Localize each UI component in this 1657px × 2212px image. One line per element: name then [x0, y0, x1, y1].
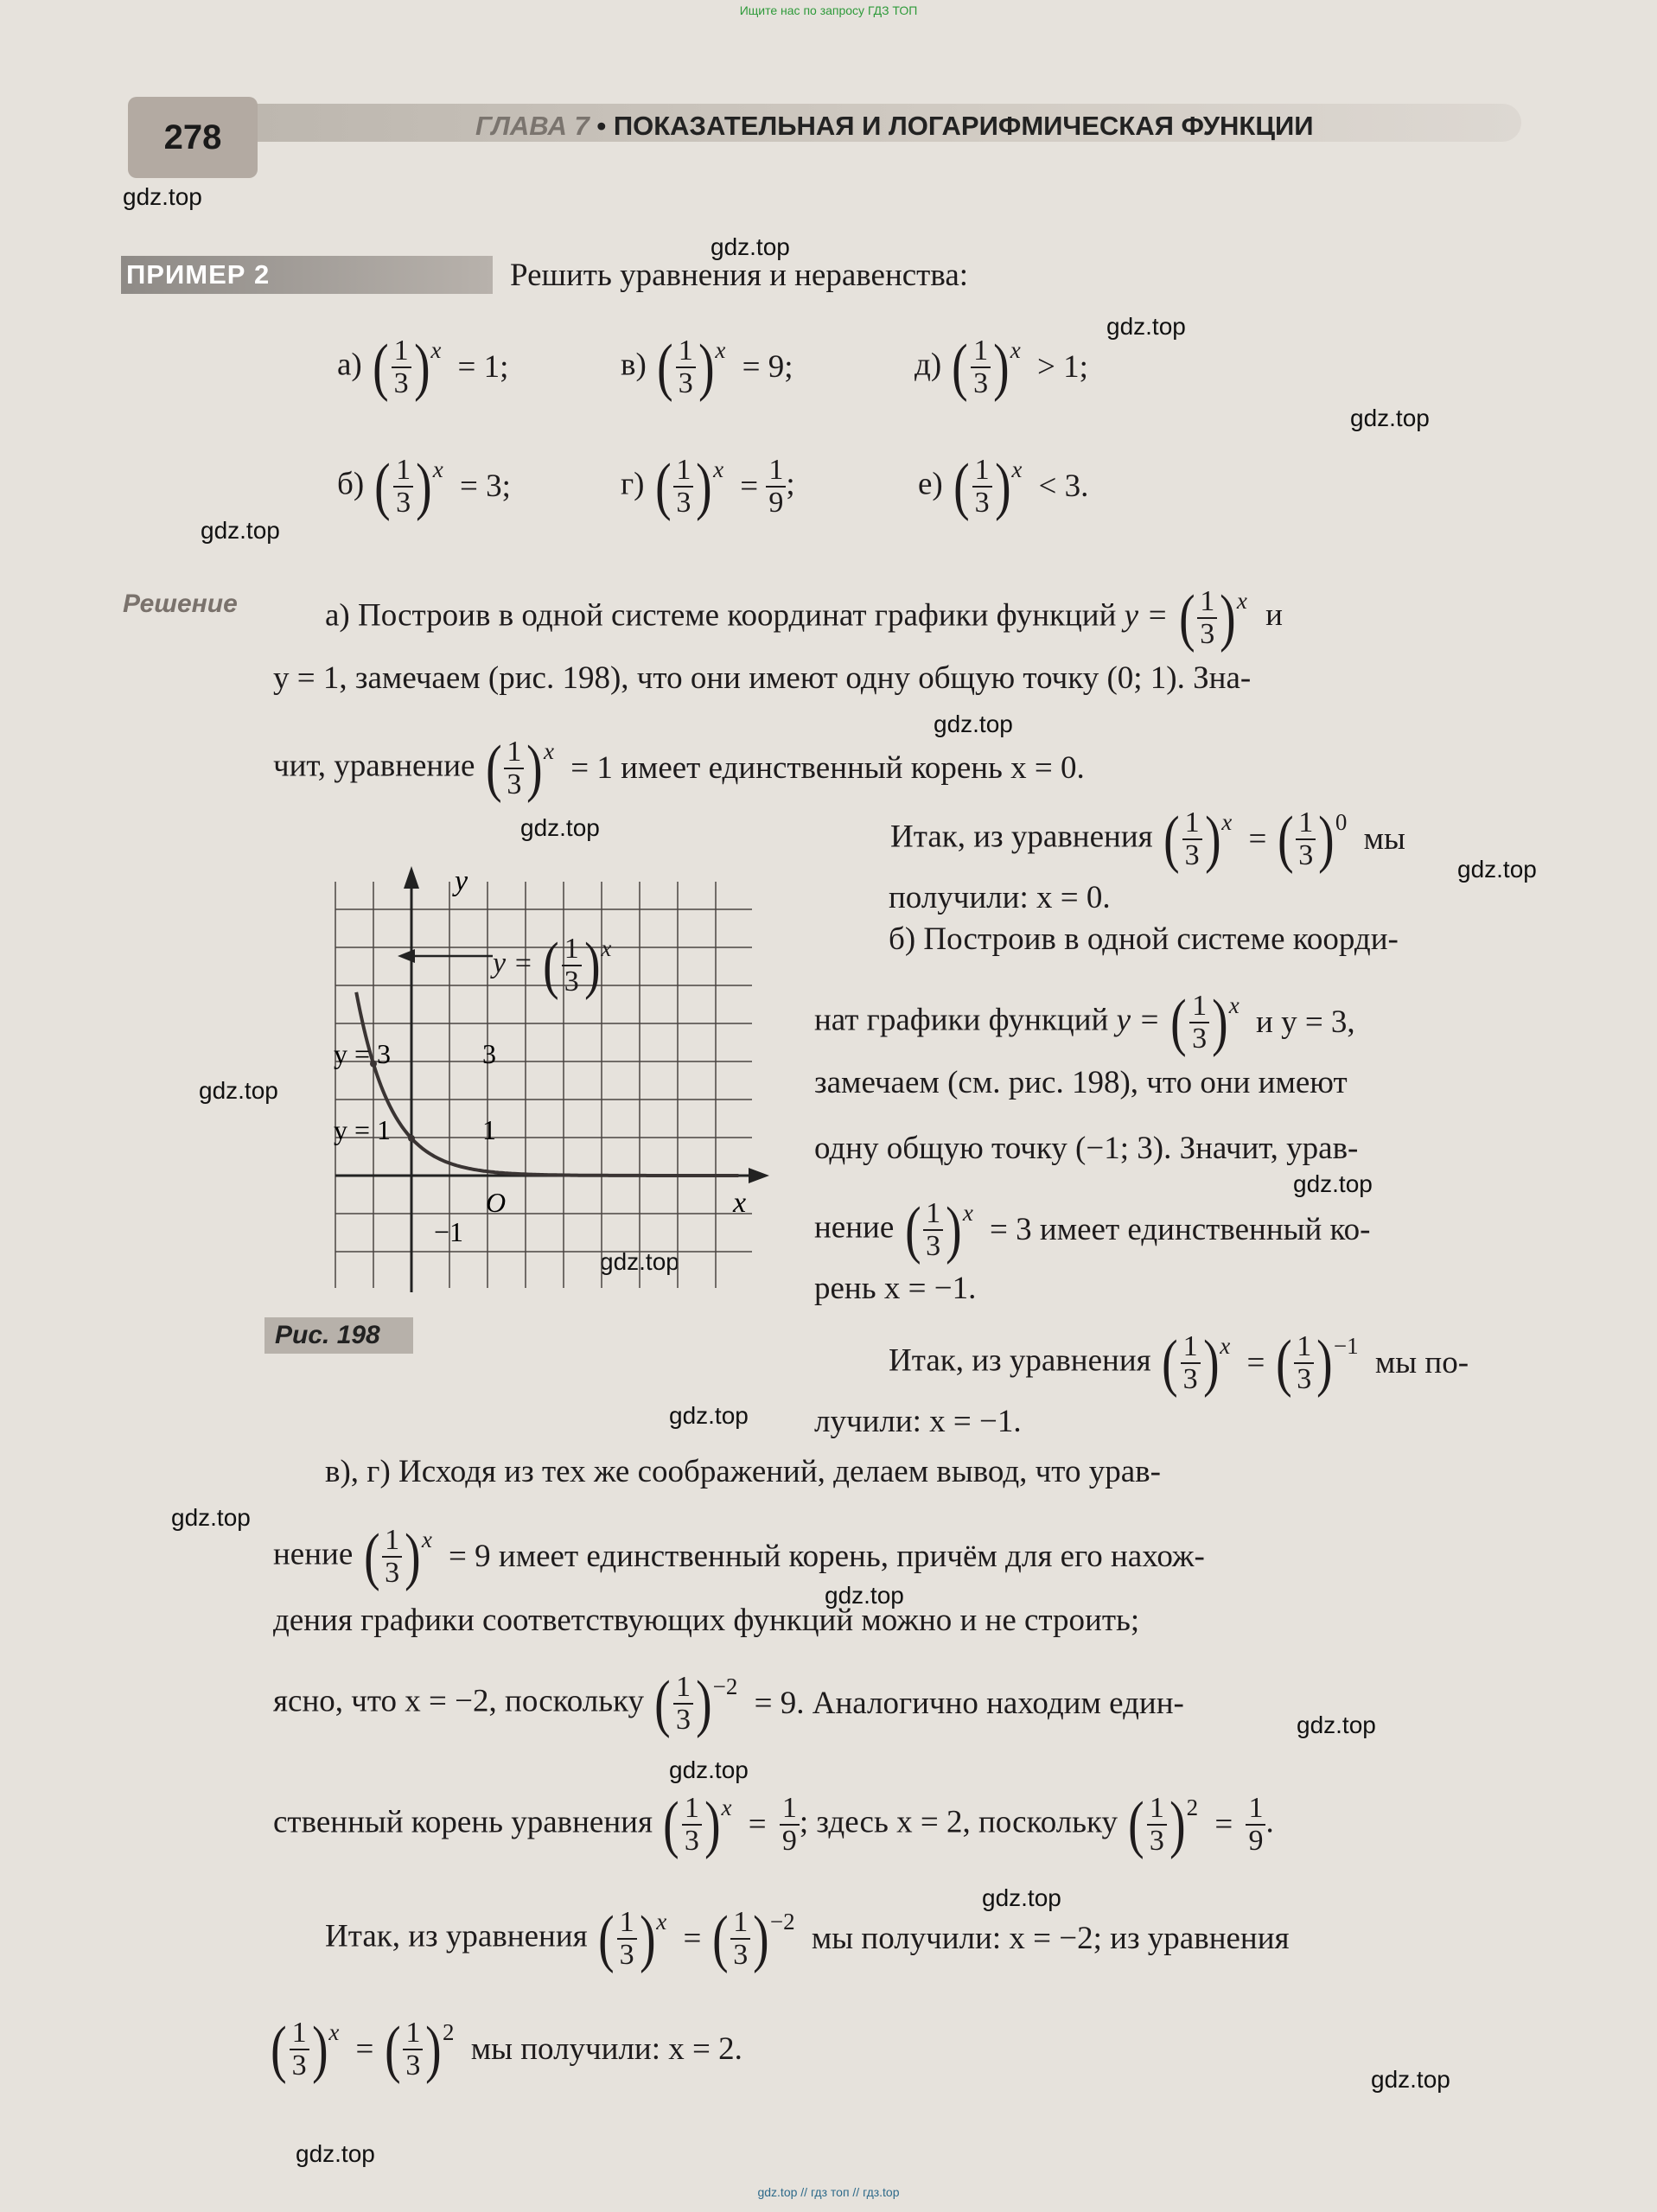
watermark: gdz.top	[1457, 856, 1537, 883]
task-e: е) ( $\frac{1}{3}$ ) x < 3.	[918, 451, 1089, 522]
task-rhs-end: ;	[786, 466, 795, 502]
origin-label: O	[486, 1187, 507, 1218]
x-axis-arrow	[749, 1168, 769, 1183]
exponent: x	[721, 1794, 732, 1820]
exponent: x	[430, 337, 442, 363]
frac-num: 1	[393, 455, 413, 488]
line-20: ( $\frac{1}{3}$ ) x = ( $\frac{1}{3}$ ) 2 мы получили: x = 2.	[271, 2014, 742, 2085]
task-label: б)	[337, 466, 365, 502]
frac-den: 3	[507, 768, 522, 800]
chapter-title	[475, 111, 1314, 142]
watermark: gdz.top	[669, 1402, 749, 1429]
frac-den: 3	[405, 2049, 421, 2081]
text: =	[355, 2031, 374, 2067]
text: = 9 имеет единственный корень, причём для его нахож-	[449, 1539, 1205, 1574]
line-17: ясно, что x = −2, поскольку ( $\frac{1}{3}$ ) −2 = 9. Аналогично находим един-	[273, 1668, 1184, 1739]
text: ясно, что x = −2, поскольку	[273, 1683, 645, 1719]
text: y =	[1116, 1002, 1161, 1038]
line-11: рень x = −1.	[814, 1271, 977, 1306]
frac-den: 3	[564, 966, 579, 998]
exponent: x	[1220, 1333, 1231, 1359]
frac-den: 3	[1298, 839, 1314, 871]
frac-den: 3	[619, 1939, 634, 1971]
line-1: а) Построив в одной системе координат графики функций y = ( $\frac{1}{3}$ ) x и	[325, 583, 1283, 653]
frac-den: 3	[1200, 618, 1215, 650]
frac-num: 1	[972, 455, 992, 488]
frac-den: 3	[396, 487, 411, 519]
task-label: в)	[621, 347, 647, 383]
frac-den: 3	[733, 1939, 749, 1971]
frac-num: 1	[923, 1198, 943, 1231]
frac-num: 1	[673, 1672, 693, 1705]
line-15: нение ( $\frac{1}{3}$ ) x = 9 имеет единственный корень, причём для его нахож-	[273, 1521, 1205, 1592]
watermark: gdz.top	[201, 517, 280, 544]
frac-num: 1	[562, 934, 582, 966]
frac-num: 1	[766, 455, 786, 488]
task-rhs: = 9;	[742, 349, 793, 385]
line1-label: y = 1	[334, 1114, 392, 1145]
line-2: y = 1, замечаем (рис. 198), что они имеют одну общую точку (0; 1). Зна-	[273, 660, 1252, 696]
text: мы получили: x = −2; из уравнения	[811, 1921, 1290, 1956]
line-9: одну общую точку (−1; 3). Значит, урав-	[814, 1131, 1359, 1166]
task-b: б) ( $\frac{1}{3}$ ) x = 3;	[337, 451, 511, 522]
task-a: а) ( $\frac{1}{3}$ ) x = 1;	[337, 332, 509, 403]
frac-den: 3	[678, 367, 693, 399]
line-19: Итак, из уравнения ( $\frac{1}{3}$ ) x = ( $\frac{1}{3}$ ) −2 мы получили: x = −2; из уравнения	[325, 1903, 1290, 1974]
text: Итак, из уравнения	[325, 1918, 588, 1954]
watermark: gdz.top	[711, 233, 790, 260]
exponent: x	[544, 738, 554, 764]
exponent: x	[715, 337, 726, 363]
task-rhs: > 1;	[1036, 349, 1088, 385]
exponent: 0	[1335, 809, 1348, 835]
task-g: г) ( $\frac{1}{3}$ ) x = $\frac{1}{9}$ ;	[621, 451, 795, 522]
text: = 1 имеет единственный корень x = 0.	[570, 750, 1085, 786]
task-label: д)	[915, 347, 942, 383]
task-label: а)	[337, 347, 362, 383]
line-4: Итак, из уравнения ( $\frac{1}{3}$ ) x = ( $\frac{1}{3}$ ) 0 мы	[890, 804, 1405, 875]
task-rhs: = 1;	[457, 349, 509, 385]
frac-num: 1	[403, 2018, 423, 2050]
line-10: нение ( $\frac{1}{3}$ ) x = 3 имеет единственный ко-	[814, 1195, 1371, 1265]
task-rhs: = 3;	[459, 469, 511, 504]
frac-num: 1	[1181, 1331, 1201, 1364]
y-axis-label: y	[455, 865, 468, 897]
task-label: е)	[918, 466, 943, 502]
frac-num: 1	[504, 736, 524, 769]
watermark: gdz.top	[1350, 405, 1430, 431]
task-label: г)	[621, 466, 645, 502]
frac-den: 3	[1192, 1023, 1208, 1055]
frac-num: 1	[1189, 991, 1209, 1023]
frac-num: 1	[780, 1793, 800, 1826]
text: мы по-	[1374, 1345, 1469, 1380]
line3-label: y = 3	[334, 1038, 392, 1069]
text: =	[683, 1921, 702, 1956]
exponent: x	[713, 456, 724, 482]
task-v: в) ( $\frac{1}{3}$ ) x = 9;	[621, 332, 793, 403]
watermark: gdz.top	[1297, 1712, 1376, 1738]
frac-den: 9	[1248, 1825, 1264, 1857]
watermark: gdz.top	[1371, 2066, 1450, 2093]
text: Итак, из уравнения	[890, 819, 1153, 855]
frac-num: 1	[673, 455, 693, 488]
frac-num: 1	[1182, 807, 1202, 840]
text: Итак, из уравнения	[889, 1342, 1151, 1379]
line-12: Итак, из уравнения ( $\frac{1}{3}$ ) x = ( $\frac{1}{3}$ ) −1 мы по-	[889, 1328, 1469, 1399]
frac-den: 3	[675, 1704, 691, 1736]
curve-label: y = ( $\frac{1}{3}$ ) x	[493, 930, 612, 1001]
watermark: gdz.top	[199, 1077, 278, 1104]
frac-num: 1	[617, 1907, 637, 1940]
watermark: gdz.top	[1293, 1170, 1373, 1197]
text: =	[1248, 821, 1267, 857]
exponent: −1	[1333, 1333, 1359, 1359]
page-number: 278	[128, 97, 258, 178]
tick-label-minus1: −1	[434, 1216, 464, 1247]
frac-num: 1	[290, 2018, 309, 2050]
exponent: x	[328, 2019, 340, 2045]
frac-num: 1	[682, 1793, 702, 1826]
frac-num: 1	[382, 1525, 402, 1558]
text: =	[1246, 1345, 1265, 1380]
text: ; здесь x = 2, поскольку	[799, 1804, 1118, 1840]
watermark: gdz.top	[123, 183, 202, 210]
watermark: gdz.top	[296, 2140, 375, 2167]
line-5: получили: x = 0.	[889, 880, 1111, 915]
text: .	[1265, 1804, 1274, 1840]
task-rhs: < 3.	[1038, 469, 1089, 504]
exponent: x	[1010, 337, 1021, 363]
watermark: gdz.top	[982, 1884, 1061, 1911]
frac-den: 3	[973, 367, 989, 399]
frac-den: 3	[1182, 1363, 1198, 1395]
text: и y = 3,	[1256, 1004, 1355, 1040]
frac-den: 3	[385, 1557, 400, 1589]
frac-den: 9	[781, 1825, 797, 1857]
exponent: 2	[1186, 1794, 1199, 1820]
line-16: дения графики соответствующих функций можно и не строить;	[273, 1603, 1140, 1638]
watermark: gdz.top	[669, 1756, 749, 1783]
frac-num: 1	[1294, 1331, 1314, 1364]
series-line-exp	[356, 992, 738, 1176]
watermark: gdz.top	[600, 1248, 679, 1275]
frac-den: 9	[768, 487, 784, 519]
chapter-bullet: •	[596, 111, 607, 141]
bottom-note: gdz.top // гдз топ // гдз.top	[757, 2185, 900, 2199]
example-task: Решить уравнения и неравенства:	[510, 258, 969, 293]
line-3: чит, уравнение ( $\frac{1}{3}$ ) x = 1 имеет единственный корень x = 0.	[273, 733, 1085, 804]
solution-label: Решение	[123, 590, 238, 618]
line-13: лучили: x = −1.	[814, 1404, 1022, 1439]
exponent: 2	[442, 2019, 455, 2045]
exponent: x	[432, 456, 443, 482]
line-8: замечаем (см. рис. 198), что они имеют	[814, 1065, 1348, 1100]
frac-num: 1	[392, 335, 411, 368]
label-arrow-head	[398, 949, 415, 963]
frac-den: 3	[974, 487, 990, 519]
text: и	[1265, 597, 1283, 634]
frac-den: 3	[1297, 1363, 1312, 1395]
text: y =	[1124, 597, 1169, 634]
chapter-label: ГЛАВА 7	[475, 111, 590, 141]
watermark: gdz.top	[934, 711, 1013, 737]
exponent: x	[962, 1200, 973, 1226]
text: нение	[814, 1209, 895, 1246]
frac-num: 1	[1246, 1793, 1265, 1826]
figure-caption: Рис. 198	[264, 1317, 413, 1354]
text: = 9. Аналогично находим един-	[754, 1686, 1184, 1721]
line-7: нат графики функций y = ( $\frac{1}{3}$ ) x и y = 3,	[814, 987, 1355, 1058]
text: =	[748, 1807, 767, 1842]
text: а) Построив в одной системе координат графики функций	[325, 597, 1117, 634]
exponent: x	[1221, 809, 1233, 835]
point-0-1	[408, 1135, 415, 1142]
tick-label-1: 1	[482, 1114, 496, 1145]
watermark: gdz.top	[520, 814, 600, 841]
chapter-name: ПОКАЗАТЕЛЬНАЯ И ЛОГАРИФМИЧЕСКАЯ ФУНКЦИИ	[613, 111, 1314, 141]
exponent: −2	[769, 1909, 795, 1935]
frac-num: 1	[1296, 807, 1316, 840]
exponent: x	[421, 1527, 432, 1552]
curve-label-arrow	[398, 949, 493, 963]
frac-num: 1	[1147, 1793, 1167, 1826]
exponent: x	[601, 935, 612, 961]
frac-den: 3	[684, 1825, 699, 1857]
line-18: ственный корень уравнения ( $\frac{1}{3}$ ) x = $\frac{1}{9}$ ; здесь x = 2, поскольку ( $\frac{1}{3}$ ) 2 = $\frac{1}{9}$ .	[273, 1789, 1274, 1860]
frac-den: 3	[1184, 839, 1200, 871]
exponent: −2	[712, 1673, 738, 1699]
frac-den: 3	[676, 487, 691, 519]
line-6: б) Построив в одной системе коорди-	[889, 921, 1399, 957]
exponent: x	[1236, 588, 1247, 614]
text: =	[1214, 1807, 1233, 1842]
watermark: gdz.top	[825, 1582, 904, 1609]
text: y =	[493, 947, 533, 979]
text: чит, уравнение	[273, 748, 475, 784]
line-14: в), г) Исходя из тех же соображений, делаем вывод, что урав-	[325, 1454, 1161, 1489]
frac-num: 1	[971, 335, 991, 368]
task-rhs: =	[740, 469, 759, 504]
frac-den: 3	[393, 367, 409, 399]
text: мы получили: x = 2.	[470, 2031, 742, 2067]
text: нат графики функций	[814, 1002, 1109, 1038]
x-axis-label: x	[733, 1187, 747, 1219]
top-note: Ищите нас по запросу ГДЗ ТОП	[739, 3, 918, 17]
task-d: д) ( $\frac{1}{3}$ ) x > 1;	[915, 332, 1088, 403]
figure-198	[259, 856, 778, 1297]
text: = 3 имеет единственный ко-	[990, 1212, 1371, 1247]
text: нение	[273, 1536, 354, 1572]
text: мы	[1363, 821, 1405, 857]
example-label: ПРИМЕР 2	[126, 259, 271, 290]
frac-num: 1	[730, 1907, 750, 1940]
exponent: x	[1011, 456, 1023, 482]
y-axis-arrow	[404, 866, 419, 889]
text: ственный корень уравнения	[273, 1804, 653, 1840]
tick-label-3: 3	[482, 1038, 496, 1069]
watermark: gdz.top	[171, 1504, 251, 1531]
exponent: x	[1228, 992, 1240, 1018]
exponent: x	[656, 1909, 667, 1935]
frac-den: 3	[291, 2049, 307, 2081]
frac-den: 3	[1149, 1825, 1164, 1857]
watermark: gdz.top	[1106, 313, 1186, 340]
frac-den: 3	[926, 1230, 941, 1262]
frac-num: 1	[676, 335, 696, 368]
frac-num: 1	[1197, 586, 1217, 619]
